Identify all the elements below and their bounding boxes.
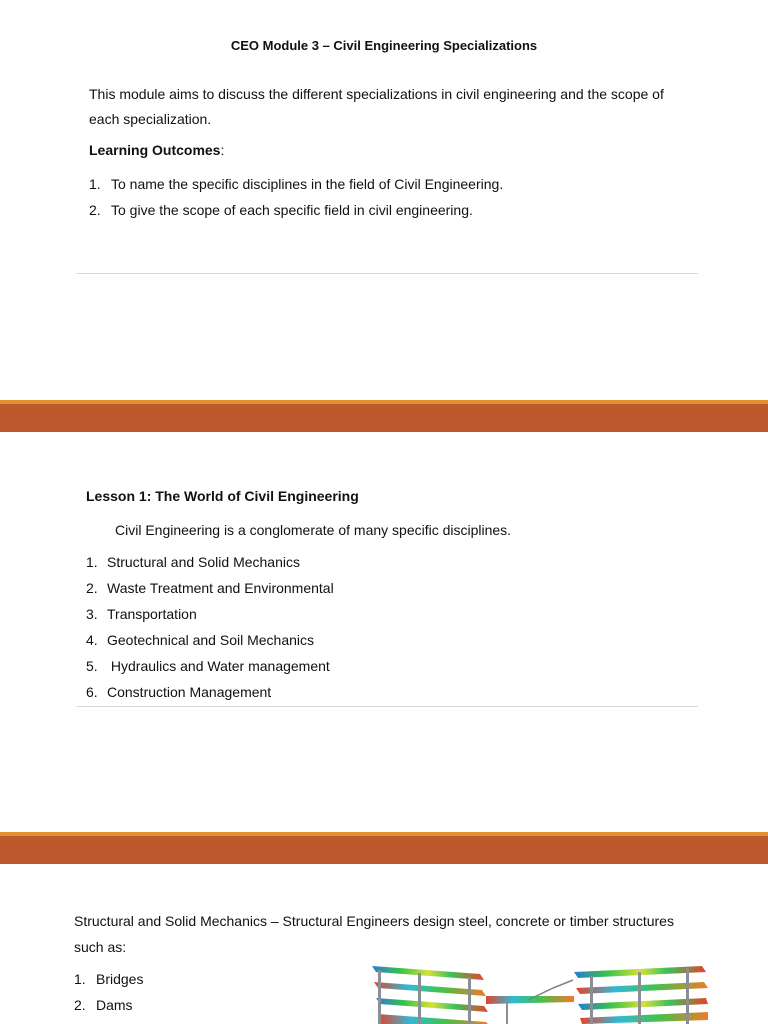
list-text: Hydraulics and Water management bbox=[107, 658, 330, 674]
list-text: To name the specific disciplines in the field of Civil Engineering. bbox=[111, 176, 504, 192]
divider bbox=[76, 706, 698, 707]
module-intro: This module aims to discuss the different specializations in civil engineering and the scope of each specialization. bbox=[89, 86, 664, 127]
learning-outcomes-list bbox=[89, 171, 503, 223]
list-number: 1. bbox=[74, 971, 86, 987]
learning-outcomes-label: Learning Outcomes bbox=[89, 142, 221, 158]
list-text: Structural and Solid Mechanics bbox=[107, 554, 300, 570]
list-item bbox=[74, 966, 143, 992]
list-number: 5. bbox=[86, 658, 98, 674]
page-break-band bbox=[0, 832, 768, 864]
structural-paragraph: Structural and Solid Mechanics – Structural Engineers design steel, concrete or timber structures such as: bbox=[74, 913, 674, 955]
list-item bbox=[86, 549, 334, 575]
list-text: Waste Treatment and Environmental bbox=[107, 580, 334, 596]
list-number: 2. bbox=[86, 580, 98, 596]
disciplines-list bbox=[86, 549, 334, 705]
learning-outcomes-heading bbox=[89, 142, 224, 158]
structural-model-image bbox=[368, 960, 710, 1024]
list-item bbox=[89, 197, 503, 223]
structures-list bbox=[74, 966, 143, 1018]
lesson-title: Lesson 1: The World of Civil Engineering bbox=[86, 488, 359, 504]
list-text: Dams bbox=[96, 997, 133, 1013]
list-item bbox=[86, 575, 334, 601]
list-number: 4. bbox=[86, 632, 98, 648]
list-text: Transportation bbox=[107, 606, 197, 622]
list-number: 1. bbox=[89, 176, 101, 192]
list-item bbox=[89, 171, 503, 197]
list-number: 2. bbox=[74, 997, 86, 1013]
list-item bbox=[74, 992, 143, 1018]
list-item bbox=[86, 679, 334, 705]
module-title: CEO Module 3 – Civil Engineering Specializations bbox=[230, 38, 538, 53]
lesson-intro: Civil Engineering is a conglomerate of many specific disciplines. bbox=[115, 522, 512, 538]
list-text: Geotechnical and Soil Mechanics bbox=[107, 632, 315, 648]
page-break-band bbox=[0, 400, 768, 432]
list-item bbox=[86, 601, 334, 627]
list-text: Construction Management bbox=[107, 684, 272, 700]
list-text: Bridges bbox=[96, 971, 144, 987]
list-number: 3. bbox=[86, 606, 98, 622]
list-text: To give the scope of each specific field in civil engineering. bbox=[111, 202, 473, 218]
list-item bbox=[86, 627, 334, 653]
list-item bbox=[86, 653, 334, 679]
list-number: 2. bbox=[89, 202, 101, 218]
learning-outcomes-colon: : bbox=[220, 142, 225, 158]
list-number: 1. bbox=[86, 554, 98, 570]
divider bbox=[76, 273, 698, 274]
list-number: 6. bbox=[86, 684, 98, 700]
